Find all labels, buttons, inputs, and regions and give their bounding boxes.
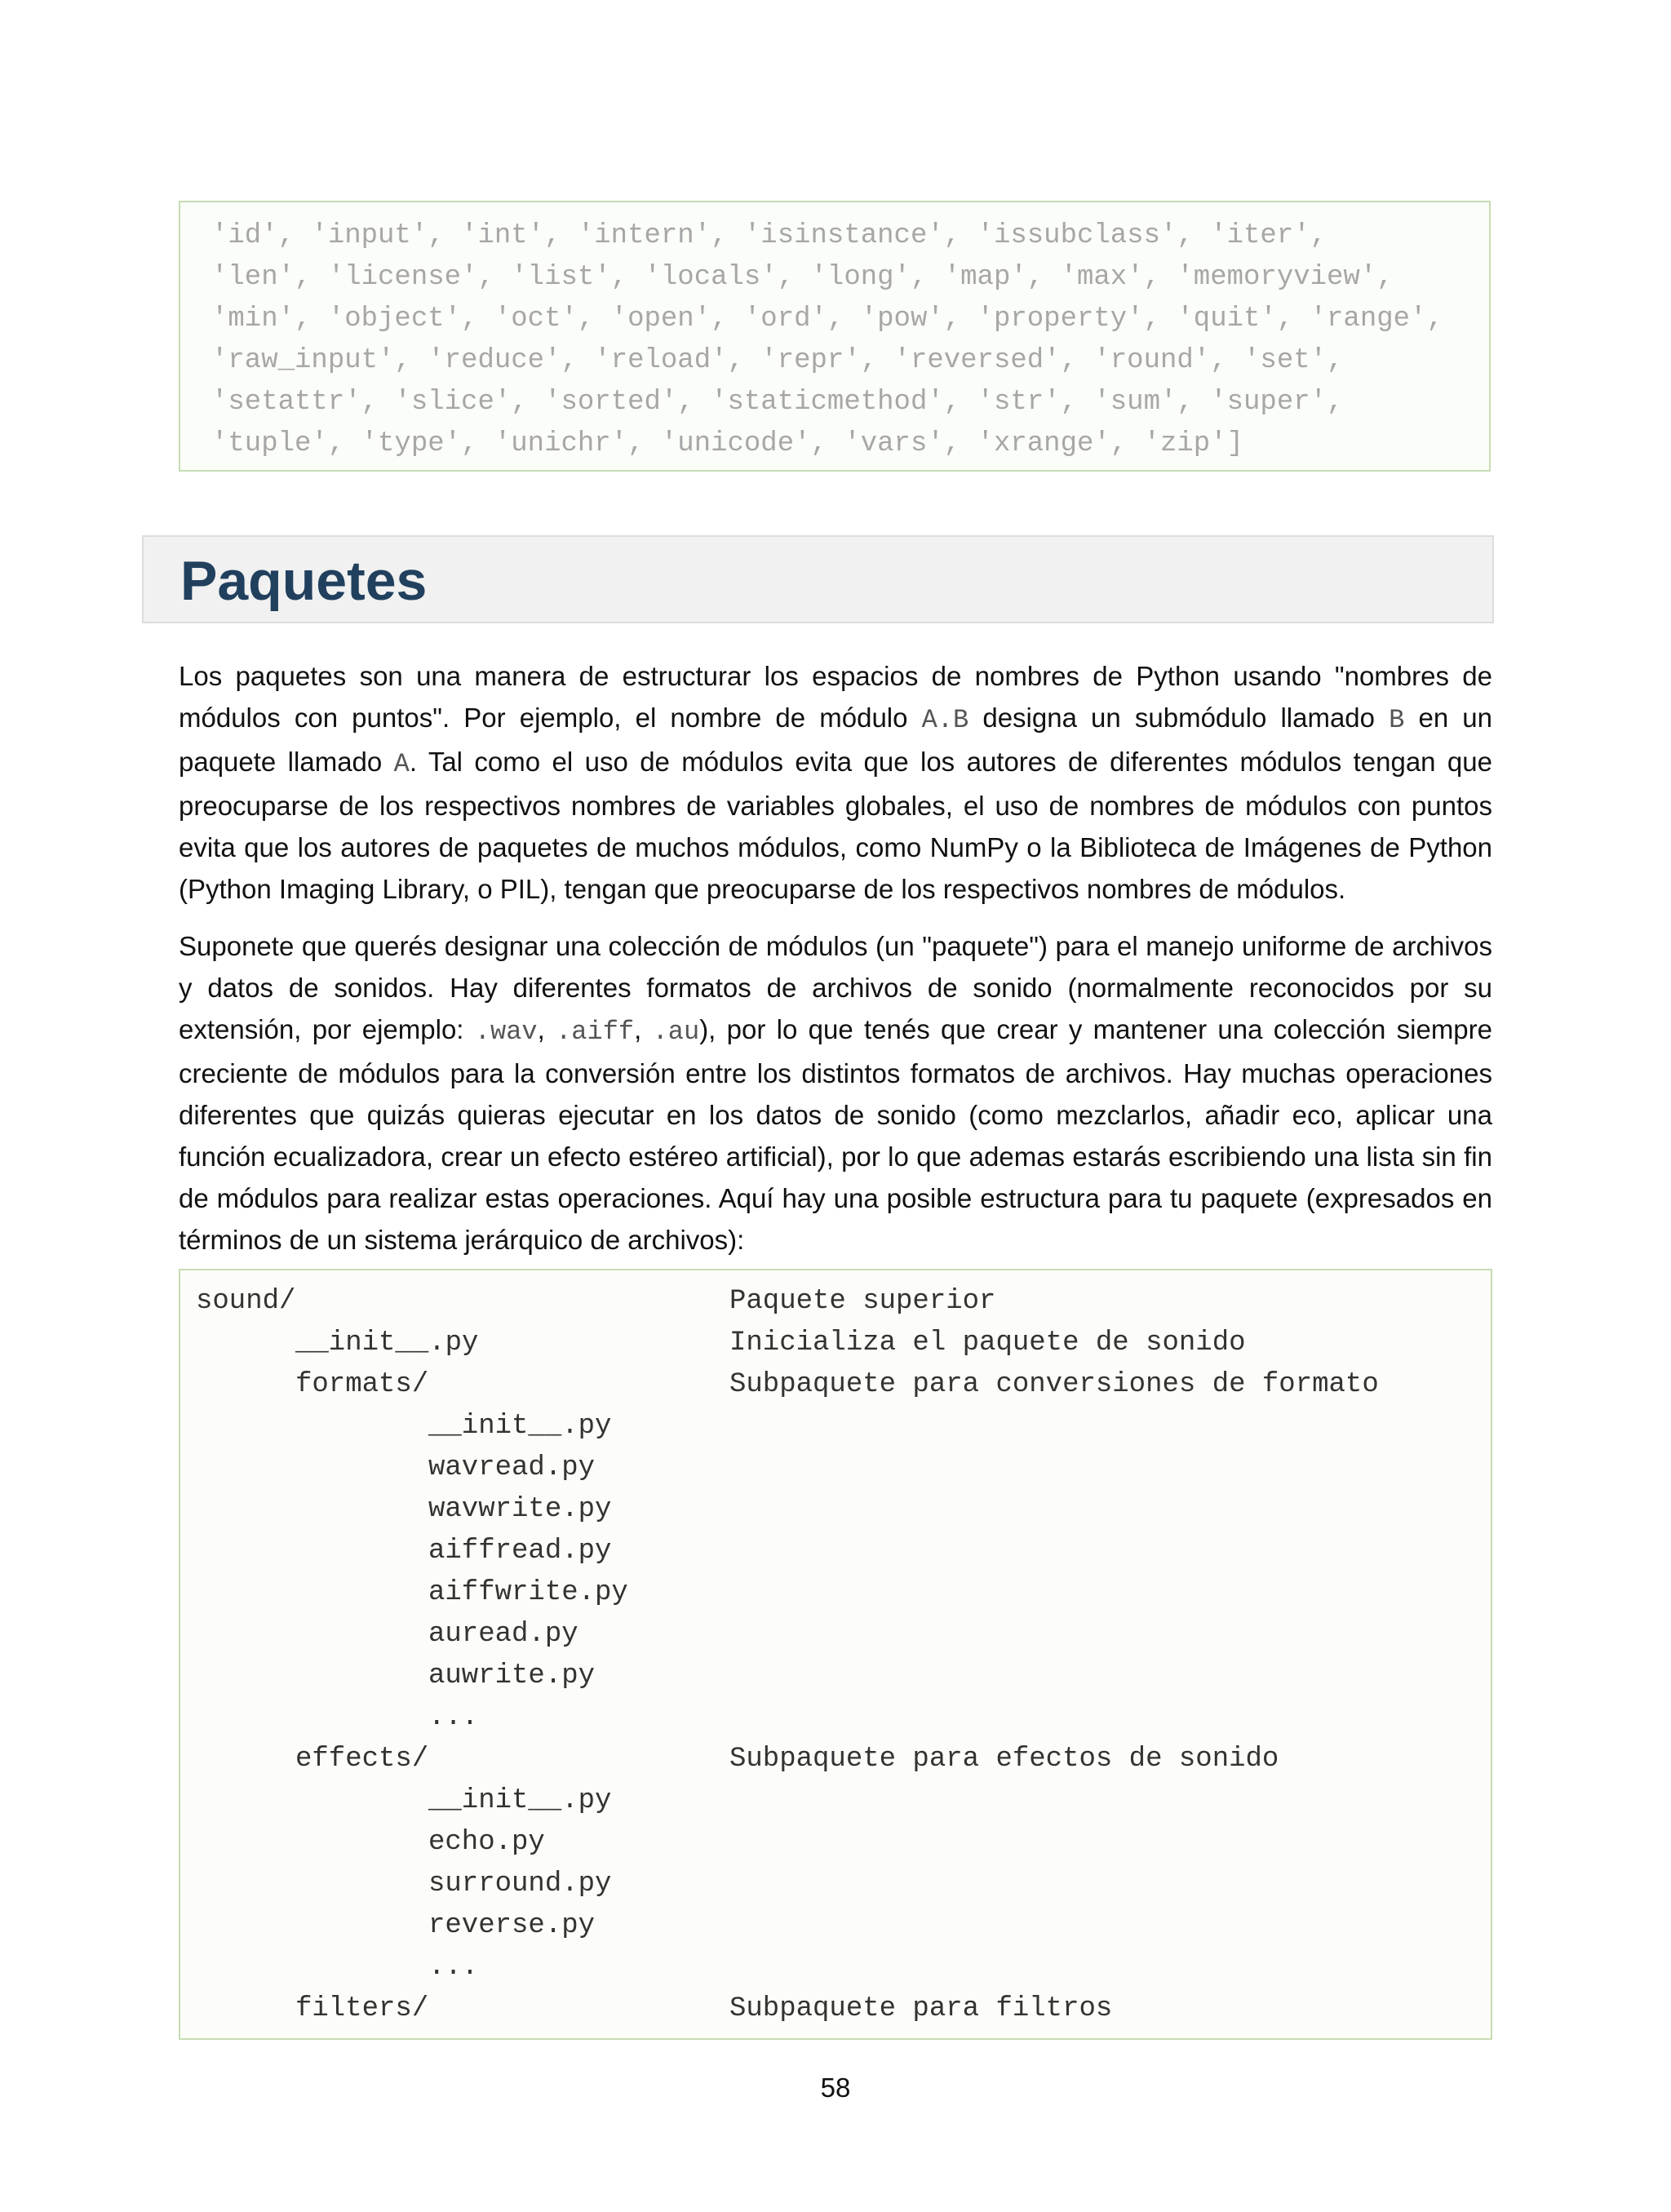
- tree-row: [196, 1614, 1491, 1656]
- tree-entry-name: __init__.py: [428, 1785, 612, 1816]
- page-number: 58: [820, 2072, 851, 2103]
- tree-row: [196, 1864, 1491, 1905]
- tree-row: [196, 1697, 1491, 1739]
- paragraph-sound-example: [179, 925, 1492, 1261]
- tree-entry-name: aiffread.py: [428, 1536, 612, 1567]
- tree-entry-description: Inicializa el paquete de sonido: [729, 1328, 1246, 1359]
- tree-row: [196, 1364, 1491, 1406]
- tree-entry-name: auwrite.py: [428, 1660, 596, 1691]
- inline-code: B: [1389, 705, 1405, 735]
- tree-row: [196, 1656, 1491, 1697]
- tree-row: [196, 1406, 1491, 1447]
- tree-entry-name: __init__.py: [295, 1328, 479, 1359]
- inline-code: A: [393, 749, 410, 779]
- paragraph-text: Los paquetes son una manera de estructurar los espacios de nombres de Python usando "nombres de módulos con puntos". Por ejemplo, el nombre de módulo: [179, 661, 1492, 733]
- code-line: 'setattr', 'slice', 'sorted', 'staticmethod', 'str', 'sum', 'super',: [211, 387, 1344, 418]
- paragraph-text: ), por lo que tenés que crear y mantener una colección siempre creciente de módulos para la conversión entre los distintos formatos de archivos. Hay muchas operaciones diferentes que quizás quieras ejecutar en los datos de sonido (como mezclarlos, añadir eco, aplicar una función ecualizadora, crear un efecto estéreo artificial), por lo que ademas estarás escribiendo una lista sin fin de módulos para realizar estas operaciones. Aquí hay una posible estructura para tu paquete (expresados en términos de un sistema jerárquico de archivos):: [179, 1014, 1493, 1255]
- section-heading-box: [142, 535, 1494, 623]
- tree-entry-name: __init__.py: [428, 1411, 612, 1442]
- paragraph-text: en un paquete llamado: [179, 703, 1492, 777]
- tree-entry-description: Subpaquete para efectos de sonido: [729, 1744, 1279, 1775]
- tree-row: [196, 1947, 1491, 1988]
- inline-code: .wav: [474, 1017, 538, 1047]
- code-line: 'raw_input', 'reduce', 'reload', 'repr', 'reversed', 'round', 'set',: [211, 345, 1344, 376]
- inline-code: .au: [652, 1017, 700, 1047]
- package-tree-code-block: [179, 1269, 1492, 2040]
- paragraph-text: ,: [537, 1014, 556, 1044]
- tree-row: [196, 1281, 1491, 1323]
- builtins-code-block: [179, 201, 1491, 472]
- paragraph-text: . Tal como el uso de módulos evita que los autores de diferentes módulos tengan que preocuparse de los respectivos nombres de variables globales, el uso de nombres de módulos con puntos evita que los autores de paquetes de muchos módulos, como NumPy o la Biblioteca de Imágenes de Python (Python Imaging Library, o PIL), tengan que preocuparse de los respectivos nombres de módulos.: [179, 747, 1492, 904]
- tree-entry-description: Paquete superior: [729, 1286, 996, 1317]
- tree-entry-description: Subpaquete para filtros: [729, 1993, 1113, 2024]
- paragraph-text: Suponete que querés designar una colección de módulos (un "paquete") para el manejo uniforme de archivos y datos de sonidos. Hay diferentes formatos de archivos de sonido (normalmente reconocidos por su extensión, por ejemplo:: [179, 931, 1492, 1044]
- code-line: 'min', 'object', 'oct', 'open', 'ord', 'pow', 'property', 'quit', 'range',: [211, 304, 1443, 335]
- tree-row: [196, 1489, 1491, 1531]
- paragraph-packages-intro: [179, 655, 1492, 910]
- section-title: Paquetes: [180, 550, 428, 612]
- tree-row: [196, 1323, 1491, 1364]
- tree-row: [196, 1988, 1491, 2030]
- code-line: 'tuple', 'type', 'unichr', 'unicode', 'vars', 'xrange', 'zip']: [211, 428, 1244, 459]
- tree-entry-name: echo.py: [428, 1827, 545, 1858]
- tree-row: [196, 1572, 1491, 1614]
- paragraph-text: designa un submódulo llamado: [968, 703, 1390, 733]
- inline-code: A.B: [921, 705, 969, 735]
- tree-entry-name: filters/: [295, 1993, 429, 2024]
- tree-entry-name: aiffwrite.py: [428, 1577, 628, 1608]
- tree-entry-name: ...: [428, 1702, 479, 1733]
- tree-row: [196, 1447, 1491, 1489]
- tree-entry-name: ...: [428, 1952, 479, 1983]
- paragraph-text: ,: [634, 1014, 653, 1044]
- tree-entry-name: wavread.py: [428, 1452, 596, 1483]
- tree-entry-name: wavwrite.py: [428, 1494, 612, 1525]
- tree-row: [196, 1780, 1491, 1822]
- tree-entry-name: reverse.py: [428, 1910, 596, 1941]
- inline-code: .aiff: [556, 1017, 635, 1047]
- tree-row: [196, 1739, 1491, 1780]
- tree-row: [196, 1822, 1491, 1864]
- tree-entry-name: auread.py: [428, 1619, 578, 1650]
- tree-entry-description: Subpaquete para conversiones de formato: [729, 1369, 1379, 1400]
- tree-row: [196, 1531, 1491, 1572]
- code-line: 'len', 'license', 'list', 'locals', 'long', 'map', 'max', 'memoryview',: [211, 262, 1394, 293]
- tree-entry-name: sound/: [196, 1286, 296, 1317]
- tree-entry-name: formats/: [295, 1369, 429, 1400]
- tree-row: [196, 1905, 1491, 1947]
- tree-entry-name: effects/: [295, 1744, 429, 1775]
- code-line: 'id', 'input', 'int', 'intern', 'isinstance', 'issubclass', 'iter',: [211, 220, 1327, 251]
- tree-entry-name: surround.py: [428, 1868, 612, 1899]
